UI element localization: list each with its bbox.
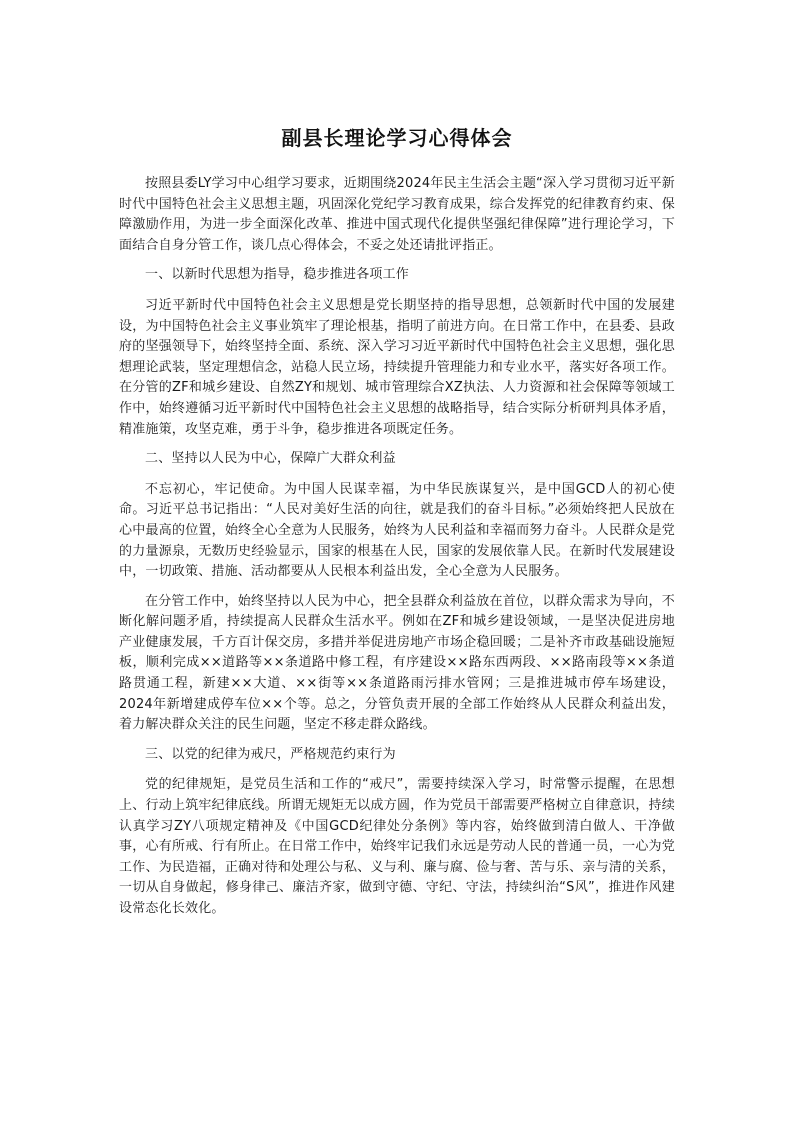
section-2-paragraph-2: 在分管工作中，始终坚持以人民为中心，把全县群众利益放在首位，以群众需求为导向，不断化解问题矛盾，持续提高人民群众生活水平。例如在ZF和城乡建设领域，一是坚决促进房地产业健康发展，千方百计保交房，多措并举促进房地产市场企稳回暖；二是补齐市政基础设施短板，顺利完成××道路等××条道路中修工程，有序建设××路东西两段、××路南段等××条道路贯通工程，新建××大道、××街等××条道路雨污排水管网；三是推进城市停车场建设，2024年新增建成停车位××个等。总之，分管负责开展的全部工作始终从人民群众利益出发，着力解决群众关注的民生问题，坚定不移走群众路线。 — [119, 593, 675, 733]
section-1-heading: 一、以新时代思想为指导，稳步推进各项工作 — [145, 267, 410, 283]
document-page — [119, 112, 675, 929]
section-2-paragraph-1: 不忘初心，牢记使命。为中国人民谋幸福，为中华民族谋复兴，是中国GCD人的初心使命。习近平总书记指出：“人民对美好生活的向往，就是我们的奋斗目标。”必须始终把人民放在心中最高的位置，始终全心全意为人民服务，始终为人民利益和幸福而努力奋斗。人民群众是党的力量源泉，无数历史经验显示，国家的根基在人民，国家的发展依靠人民。在新时代发展建设中，一切政策、措施、活动都要从人民根本利益出发，全心全意为人民服务。 — [119, 481, 675, 580]
section-2-heading: 二、坚持以人民为中心，保障广大群众利益 — [145, 451, 396, 467]
section-1-paragraph-1: 习近平新时代中国特色社会主义思想是党长期坚持的指导思想，总领新时代中国的发展建设，为中国特色社会主义事业筑牢了理论根基，指明了前进方向。在日常工作中，在县委、县政府的坚强领导下，始终坚持全面、系统、深入学习习近平新时代中国特色社会主义思想，强化思想理论武装，坚定理想信念，站稳人民立场，持续提升管理能力和专业水平，落实好各项工作。在分管的ZF和城乡建设、自然ZY和规划、城市管理综合XZ执法、人力资源和社会保障等领域工作中，始终遵循习近平新时代中国特色社会主义思想的战略指导，结合实际分析研判具体矛盾，精准施策，攻坚克难，勇于斗争，稳步推进各项既定任务。 — [119, 297, 675, 437]
section-3-heading: 三、以党的纪律为戒尺，严格规范约束行为 — [145, 746, 396, 762]
section-3-paragraph-1: 党的纪律规矩，是党员生活和工作的“戒尺”，需要持续深入学习，时常警示提醒，在思想上、行动上筑牢纪律底线。所谓无规矩无以成方圆，作为党员干部需要严格树立自律意识，持续认真学习ZY八项规定精神及《中国GCD纪律处分条例》等内容，始终做到清白做人、干净做事，心有所戒、行有所止。在日常工作中，始终牢记我们永远是劳动人民的普通一员，一心为党工作、为民造福，正确对待和处理公与私、义与利、廉与腐、俭与奢、苦与乐、亲与清的关系，一切从自身做起，修身律己、廉洁齐家，做到守德、守纪、守法，持续纠治“S风”，推进作风建设常态化长效化。 — [119, 777, 675, 916]
document-title: 副县长理论学习心得体会 — [281, 126, 513, 150]
intro-paragraph: 按照县委LY学习中心组学习要求，近期围绕2024年民主生活会主题“深入学习贯彻习近平新时代中国特色社会主义思想主题，巩固深化党纪学习教育成果，综合发挥党的纪律教育约束、保障激励作用，为进一步全面深化改革、推进中国式现代化提供坚强纪律保障”进行理论学习，下面结合自身分管工作，谈几点心得体会，不妥之处还请批评指正。 — [119, 176, 675, 253]
